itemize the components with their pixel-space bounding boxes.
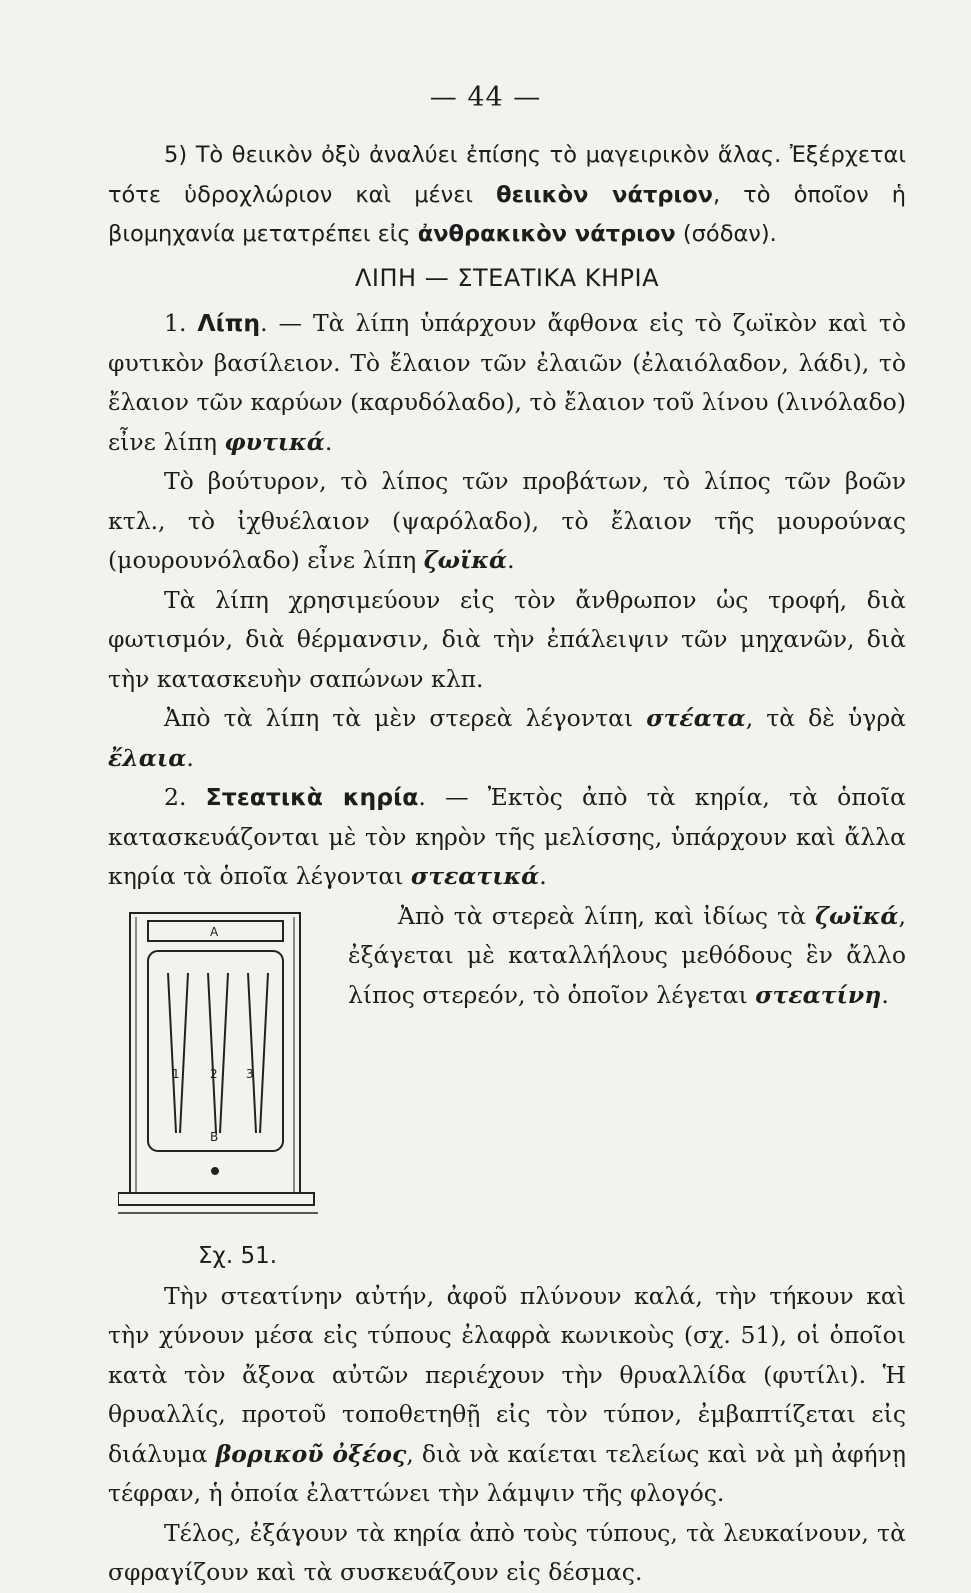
figure-caption: Σχ. 51. <box>198 1242 278 1269</box>
candle-mould-figure <box>118 903 318 1269</box>
text-column <box>108 136 906 1593</box>
candle-mould-illustration <box>118 903 318 1233</box>
fig-label-b: B <box>210 1129 219 1144</box>
paragraph-animal-fats: Τὸ βούτυρον, τὸ λίπος τῶν προβάτων, τὸ λίπος τῶν βοῶν κτλ., τὸ ἰχθυέλαιον (ψαρόλαδο), τὸ ἔλαιον τῆς μουρούνας (μουρουνόλαδο) εἶνε λίπη ζωϊκά. <box>108 467 906 574</box>
emphasis: βορικοῦ ὀξέος <box>215 1439 407 1468</box>
paragraph-stearin: Ἀπὸ τὰ στερεὰ λίπη, καὶ ἰδίως τὰ ζωϊκά, ἐξάγεται μὲ καταλλήλους μεθόδους ἓν ἄλλο λίπος στερεόν, τὸ ὁποῖον λέγεται στεατίνη. <box>348 901 906 1009</box>
emphasis: ζωϊκά <box>815 901 899 930</box>
page-number: — 44 — <box>429 82 542 113</box>
paragraph-5: 5) Τὸ θειικὸν ὀξὺ ἀναλύει ἐπίσης τὸ μαγειρικὸν ἅλας. Ἐξέρχεται τότε ὑδροχλώριον καὶ μένει θειικὸν νάτριον, τὸ ὁποῖον ἡ βιομηχανία μετατρέπει εἰς ἀνθρακικὸν νάτριον (σόδαν). <box>108 142 906 247</box>
fig-label-1: 1 <box>172 1066 180 1081</box>
mould-tube <box>208 973 216 1133</box>
emphasis: φυτικά <box>224 427 325 456</box>
section-2-candles: 2. Στεατικὰ κηρία. — Ἐκτὸς ἀπὸ τὰ κηρία, τὰ ὁποῖα κατασκευάζονται μὲ τὸν κηρὸν τῆς μελίσσης, ὑπάρχουν καὶ ἄλλα κηρία τὰ ὁποῖα λέγονται στεατικά. <box>108 783 906 890</box>
mould-tube <box>248 973 256 1133</box>
emphasis: στέατα <box>646 704 746 732</box>
mould-tube <box>168 973 176 1133</box>
fig-label-3: 3 <box>246 1066 254 1081</box>
bold-term: θειικὸν νάτριον <box>496 181 713 208</box>
paragraph-solid-liquid: Ἀπὸ τὰ λίπη τὰ μὲν στερεὰ λέγονται στέατα, τὰ δὲ ὑγρὰ ἔλαια. <box>108 704 906 772</box>
paragraph-final: Τέλος, ἐξάγουν τὰ κηρία ἀπὸ τοὺς τύπους, τὰ λευκαίνουν, τὰ σφραγίζουν καὶ τὰ συσκευάζουν εἰς δέσμας. <box>108 1518 906 1586</box>
figure-block <box>108 897 906 1277</box>
paragraph-uses: Τὰ λίπη χρησιμεύουν εἰς τὸν ἄνθρωπον ὡς τροφή, διὰ φωτισμόν, διὰ θέρμανσιν, διὰ τὴν ἐπάλειψιν τῶν μηχανῶν, διὰ τὴν κατασκευὴν σαπώνων κλπ. <box>108 585 906 693</box>
paragraph-process: Τὴν στεατίνην αὐτήν, ἀφοῦ πλύνουν καλά, τὴν τήκουν καὶ τὴν χύνουν μέσα εἰς τύπους ἐλαφρὰ κωνικοὺς (σχ. 51), οἱ ὁποῖοι κατὰ τὸν ἄξονα αὐτῶν περιέχουν τὴν θρυαλλίδα (φυτίλι). Ἡ θρυαλλίς, προτοῦ τοποθετηθῇ εἰς τὸν τύπον, ἐμβαπτίζεται εἰς διάλυμα βορικοῦ ὀξέος, διὰ νὰ καίεται τελείως καὶ νὰ μὴ ἀφήνῃ τέφραν, ἡ ὁποία ἐλαττώνει τὴν λάμψιν τῆς φλογός. <box>108 1281 906 1507</box>
emphasis: στεατίνη <box>755 980 882 1009</box>
fig-label-2: 2 <box>210 1066 218 1081</box>
section-heading: ΛΙΠΗ — ΣΤΕΑΤΙΚΑ ΚΗΡΙΑ <box>354 263 660 292</box>
emphasis: ζωϊκά <box>423 546 508 574</box>
emphasis: στεατικά <box>410 862 540 890</box>
bold-term: ἀνθρακικὸν νάτριον <box>417 221 676 247</box>
emphasis: ἔλαια <box>108 743 187 772</box>
wrapped-text <box>348 897 906 1016</box>
section-1-lipi: 1. Λίπη. — Τὰ λίπη ὑπάρχουν ἄφθονα εἰς τὸ ζωϊκὸν καὶ τὸ φυτικὸν βασίλειον. Τὸ ἔλαιον τῶν ἐλαιῶν (ἐλαιόλαδον, λάδι), τὸ ἔλαιον τῶν καρύων (καρυδόλαδο), τὸ ἔλαιον τοῦ λίνου (λινόλαδο) εἶνε λίπη φυτικά. <box>108 309 906 456</box>
section-title: Στεατικὰ κηρία <box>205 783 419 811</box>
mould-base <box>118 1193 314 1205</box>
section-title: Λίπη <box>197 309 261 337</box>
fig-label-a: A <box>210 924 219 939</box>
